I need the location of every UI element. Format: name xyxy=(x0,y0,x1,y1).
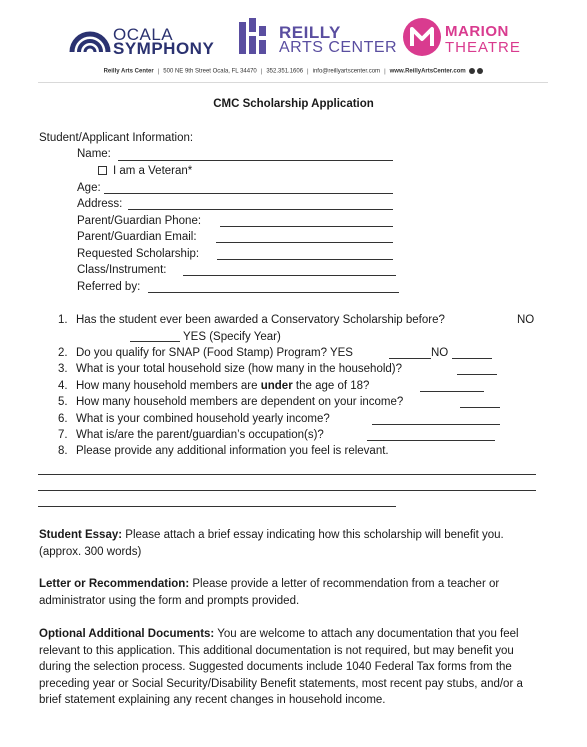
question-1-yes-option: YES (Specify Year) xyxy=(183,331,281,343)
address-field[interactable] xyxy=(128,209,393,210)
question-4-field[interactable] xyxy=(420,391,484,392)
parent-phone-label: Parent/Guardian Phone: xyxy=(77,215,202,227)
ocala-logo-line2: SYMPHONY xyxy=(113,39,215,58)
address-label: Address: xyxy=(77,198,123,210)
additional-info-line-2[interactable] xyxy=(38,490,536,491)
question-4: 4. How many household members are under the age of 18? xyxy=(58,380,370,392)
referred-by-field[interactable] xyxy=(148,292,399,293)
header-divider xyxy=(38,82,548,83)
veteran-label: I am a Veteran* xyxy=(113,165,193,177)
optional-documents-label: Optional Additional Documents: xyxy=(39,628,215,640)
instagram-icon[interactable] xyxy=(477,68,483,74)
form-title: CMC Scholarship Application xyxy=(213,98,374,110)
ocala-logo-line1: OCALA xyxy=(113,25,174,44)
name-field[interactable] xyxy=(118,160,393,161)
reilly-logo-line2: ARTS CENTER xyxy=(279,39,398,56)
contact-website[interactable]: www.ReillyArtsCenter.com xyxy=(389,68,466,75)
contact-phone: 352.351.1606 xyxy=(266,68,304,75)
age-label: Age: xyxy=(77,182,101,194)
marion-logo-line1: MARION xyxy=(445,23,509,40)
referred-by-label: Referred by: xyxy=(77,281,141,293)
reilly-logo-line1: REILLY xyxy=(279,23,341,42)
question-3: 3. What is your total household size (how many in the household)? xyxy=(58,363,403,375)
requested-scholarship-field[interactable] xyxy=(217,259,393,260)
question-8: 8. Please provide any additional information you feel is relevant. xyxy=(58,445,389,457)
question-1-yes-year-field[interactable] xyxy=(130,341,180,342)
question-7: 7. What is/are the parent/guardian’s occupation(s)? xyxy=(58,429,324,441)
optional-documents-paragraph: Optional Additional Documents: You are welcome to attach any documentation that you feel relevant to this application. This additional documentation is not required, but may benefit you during the selection process. Suggested documents include 1040 Federal Tax forms from the preceding year or Social Security/Disability Benefit statements, most recent pay stubs, and/or a brief statement explaining any recent changes in household income. xyxy=(39,628,523,706)
age-field[interactable] xyxy=(104,193,393,194)
veteran-checkbox[interactable] xyxy=(98,166,107,175)
question-2-no-option: NO xyxy=(431,347,449,359)
marion-theatre-logo-mark xyxy=(402,17,442,57)
letter-recommendation-label: Letter or Recommendation: xyxy=(39,578,190,590)
question-3-field[interactable] xyxy=(457,374,497,375)
additional-info-line-3[interactable] xyxy=(38,506,396,507)
contact-email[interactable]: info@reillyartscenter.com xyxy=(312,68,381,75)
question-6-field[interactable] xyxy=(372,424,500,425)
ocala-symphony-logo-mark xyxy=(68,20,112,56)
contact-name: Reilly Arts Center xyxy=(103,68,154,75)
question-1: 1. Has the student ever been awarded a Conservatory Scholarship before? xyxy=(58,314,445,326)
student-essay-label: Student Essay: xyxy=(39,529,123,541)
additional-info-line-1[interactable] xyxy=(38,474,536,475)
class-instrument-field[interactable] xyxy=(183,275,396,276)
question-5: 5. How many household members are dependent on your income? xyxy=(58,396,404,408)
parent-email-field[interactable] xyxy=(216,242,393,243)
question-6: 6. What is your combined household yearly income? xyxy=(58,413,330,425)
letter-recommendation-paragraph: Letter or Recommendation: Please provide a letter of recommendation from a teacher or administrator using the form and prompts provided. xyxy=(39,578,500,607)
question-2-yes-field[interactable] xyxy=(389,358,431,359)
class-instrument-label: Class/Instrument: xyxy=(77,264,167,276)
contact-bar: Reilly Arts Center | 500 NE 9th Street Ocala, FL 34470 | 352.351.1606 | info@reillyartscenter.com | www.ReillyArtsCenter.com xyxy=(0,68,587,75)
veteran-checkbox-row[interactable] xyxy=(98,166,192,178)
question-2: 2. Do you qualify for SNAP (Food Stamp) Program? YES xyxy=(58,347,353,359)
parent-phone-field[interactable] xyxy=(220,226,393,227)
student-essay-paragraph: Student Essay: Please attach a brief essay indicating how this scholarship will benefit you. (approx. 300 words) xyxy=(39,529,504,558)
reilly-arts-center-logo-mark xyxy=(237,18,273,56)
requested-scholarship-label: Requested Scholarship: xyxy=(77,248,200,260)
section-label: Student/Applicant Information: xyxy=(39,132,194,144)
question-7-field[interactable] xyxy=(367,440,495,441)
question-1-no-option: NO xyxy=(517,314,535,326)
parent-email-label: Parent/Guardian Email: xyxy=(77,231,197,243)
name-label: Name: xyxy=(77,148,111,160)
question-2-no-field[interactable] xyxy=(452,358,492,359)
facebook-icon[interactable] xyxy=(469,68,475,74)
marion-logo-line2: THEATRE xyxy=(445,39,521,56)
contact-address: 500 NE 9th Street Ocala, FL 34470 xyxy=(163,68,257,75)
question-5-field[interactable] xyxy=(460,407,500,408)
